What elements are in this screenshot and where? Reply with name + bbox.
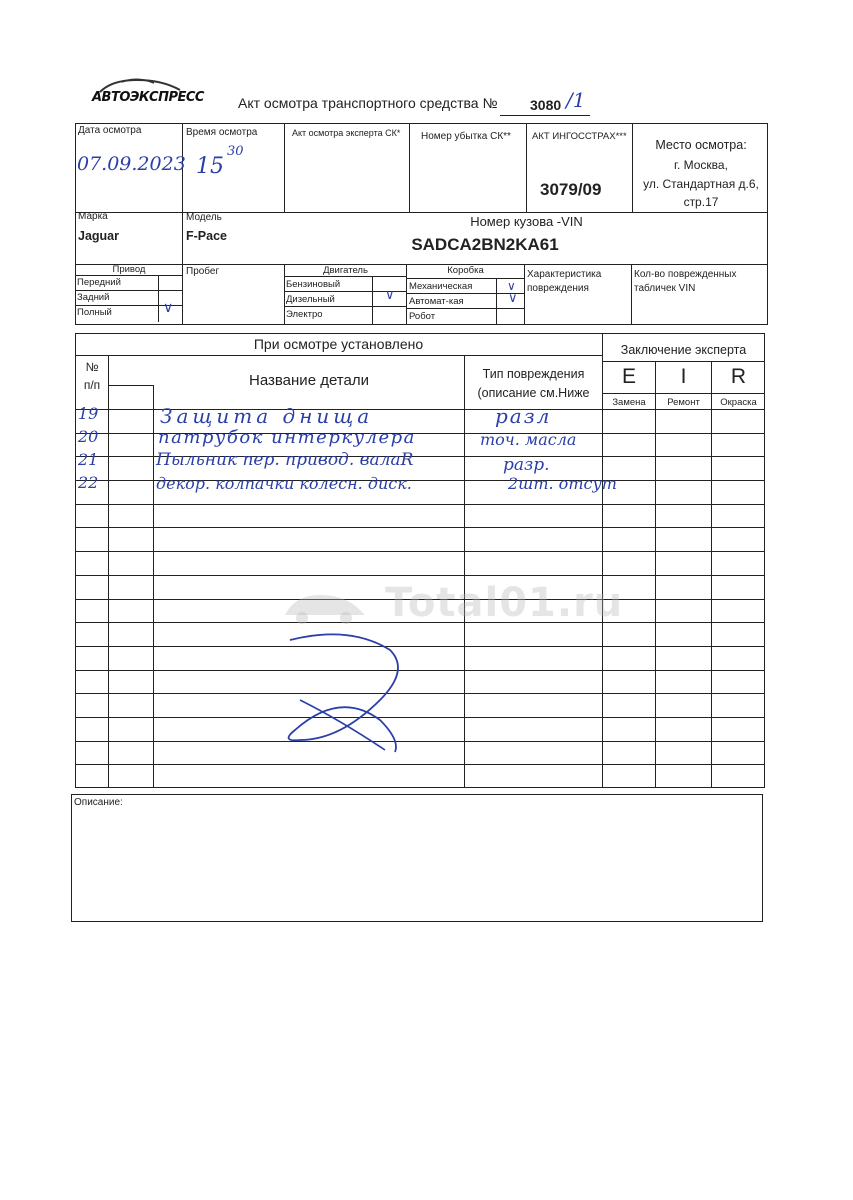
ingos-value: 3079/09: [540, 180, 602, 199]
table-row-divider: [75, 741, 765, 742]
vin-plates-label: Кол-во поврежденных табличек VIN: [634, 269, 737, 294]
col-i-sub: Ремонт: [667, 397, 700, 408]
damage-char-label: Характеристика повреждения: [527, 269, 602, 294]
loss-number-label: Номер убытка СК**: [421, 131, 511, 142]
gearbox-manual: Механическая: [409, 281, 473, 292]
row-22-type: 2шт. отсут: [508, 474, 617, 493]
col-r-sub: Окраска: [720, 397, 757, 408]
act-title: Акт осмотра транспортного средства №: [238, 95, 498, 111]
col-num-2: п/п: [83, 378, 101, 392]
row-22-part: декор. колпачки колесн. диск.: [156, 474, 412, 493]
watermark-text: Total01.ru: [384, 580, 624, 626]
place-line3: стр.17: [683, 195, 719, 209]
date-value: 07.09.2023: [77, 153, 186, 175]
drive-full-check[interactable]: ∨: [163, 300, 174, 316]
row-19-num: 19: [78, 404, 99, 423]
table-row-divider: [75, 504, 765, 505]
logo-text: АВТОЭКСПРЕСС: [92, 90, 204, 105]
col-part: Название детали: [249, 372, 369, 389]
drive-label: Привод: [112, 264, 146, 275]
description-box[interactable]: [71, 794, 763, 922]
engine-label: Двигатель: [323, 265, 368, 276]
act-number: 3080: [530, 97, 562, 113]
table-row-divider: [75, 764, 765, 765]
row-21-type: разр.: [503, 455, 550, 475]
vin-label: Номер кузова -VIN: [470, 214, 583, 229]
table-row-divider: [75, 646, 765, 647]
col-i: I: [680, 365, 687, 388]
drive-rear: Задний: [77, 292, 110, 303]
engine-electric: Электро: [286, 309, 323, 320]
engine-petrol: Бензиновый: [286, 279, 341, 290]
expert-act-label: Акт осмотра эксперта СК*: [292, 128, 401, 138]
company-logo: [92, 74, 204, 110]
row-21-part: Пыльник пер. привод. валаR: [156, 450, 414, 470]
strikethrough-scribble: [270, 630, 420, 770]
date-label: Дата осмотра: [78, 125, 142, 136]
time-value: 15: [196, 154, 224, 179]
col-e: E: [621, 365, 636, 388]
gearbox-label: Коробка: [447, 265, 484, 276]
vin-value: SADCA2BN2KA61: [411, 235, 559, 254]
table-row-divider: [75, 575, 765, 576]
place-line1: г. Москва,: [674, 158, 728, 172]
table-row-divider: [75, 693, 765, 694]
drive-front: Передний: [77, 277, 121, 288]
table-row-divider: [75, 670, 765, 671]
time-minutes: 30: [227, 144, 244, 159]
model-value: F-Pace: [186, 229, 227, 243]
place-line2: ул. Стандартная д.6,: [643, 177, 759, 191]
description-label: Описание:: [74, 797, 123, 808]
table-row-divider: [75, 717, 765, 718]
engine-diesel: Дизельный: [286, 294, 335, 305]
gearbox-robot: Робот: [409, 311, 436, 322]
act-number-underline: [500, 115, 590, 116]
row-19-part: Защита днища: [160, 404, 374, 428]
mileage-label: Пробег: [186, 266, 220, 277]
section-title: При осмотре установлено: [253, 336, 424, 352]
engine-diesel-check[interactable]: ∨: [385, 288, 395, 303]
act-number-suffix: /1: [566, 88, 586, 112]
col-e-sub: Замена: [612, 397, 646, 408]
row-20-part: патрубок интеркулера: [158, 427, 416, 448]
col-type-2: (описание см.Ниже: [477, 386, 590, 400]
gearbox-auto-check[interactable]: ∨: [508, 291, 518, 306]
watermark-car-icon: [280, 580, 370, 630]
place-label: Место осмотра:: [655, 138, 747, 152]
make-value: Jaguar: [78, 229, 119, 243]
watermark: [280, 580, 623, 630]
row-19-type: разл: [495, 404, 552, 428]
conclusion-title: Заключение эксперта: [620, 343, 747, 357]
gearbox-manual-mark: ∨: [507, 279, 516, 293]
table-row-divider: [75, 551, 765, 552]
make-label: Марка: [78, 211, 108, 222]
col-type-1: Тип повреждения: [482, 367, 585, 381]
model-label: Модель: [186, 212, 222, 223]
row-20-type: точ. масла: [480, 430, 577, 449]
drive-full: Полный: [77, 307, 112, 318]
gearbox-auto: Автомат-кая: [409, 296, 464, 307]
row-20-num: 20: [78, 427, 99, 446]
time-label: Время осмотра: [186, 127, 258, 138]
table-row-divider: [75, 527, 765, 528]
col-r: R: [730, 365, 747, 388]
row-22-num: 22: [78, 473, 99, 492]
row-21-num: 21: [78, 450, 99, 469]
col-num-1: №: [85, 360, 99, 374]
ingos-label: АКТ ИНГОССТРАХ***: [532, 131, 627, 142]
